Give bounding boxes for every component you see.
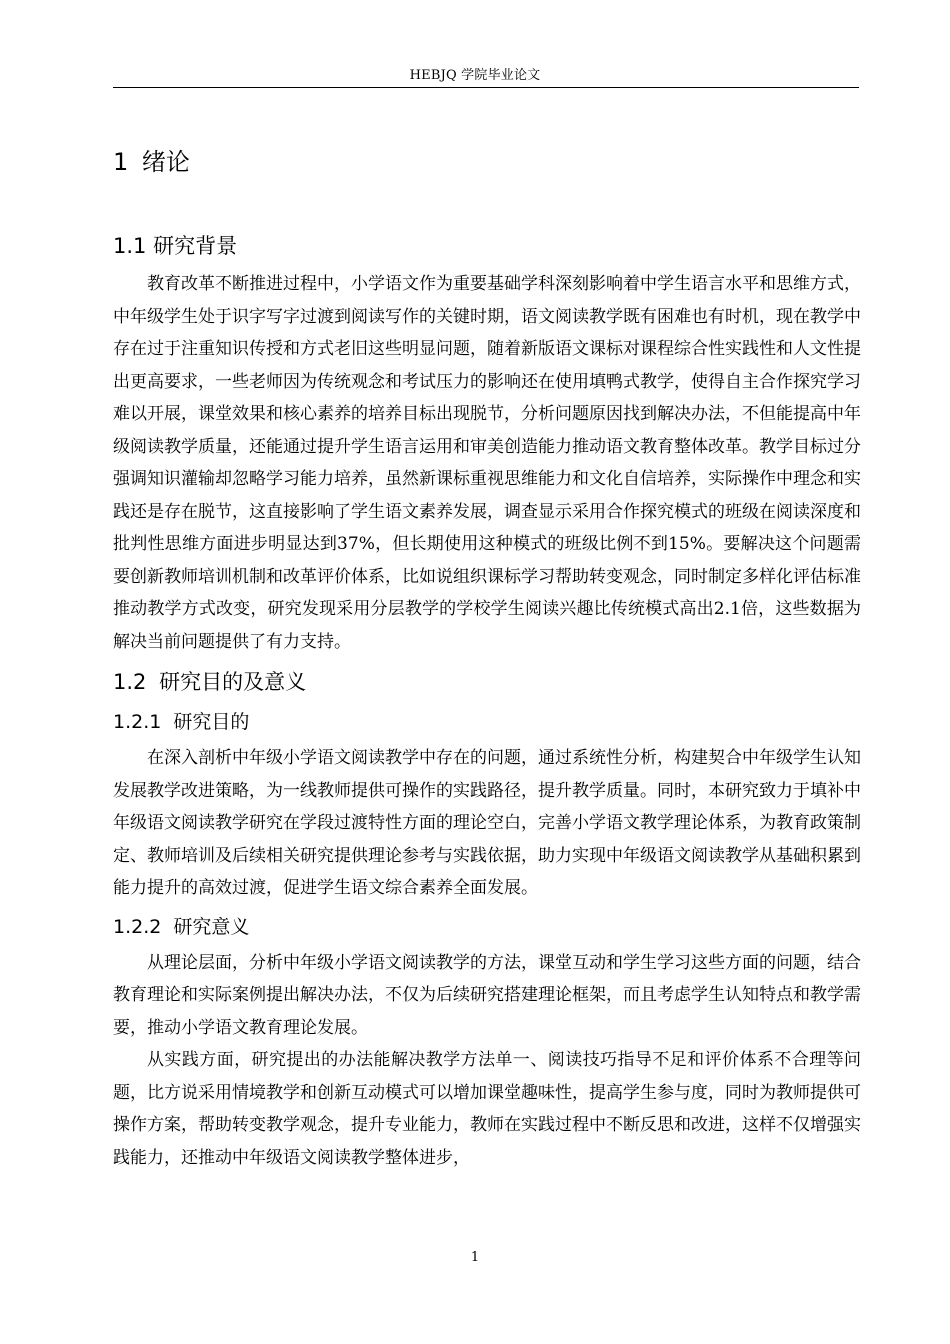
subsection-heading-1-2-1 (113, 704, 861, 740)
header-divider (113, 87, 859, 88)
chapter-number: 1 (113, 148, 129, 176)
section-title: 研究目的及意义 (159, 670, 307, 694)
section-title: 研究背景 (153, 234, 238, 258)
page-content (113, 140, 861, 1174)
chapter-heading (113, 140, 861, 184)
paragraph-significance-theory: 从理论层面，分析中年级小学语文阅读教学的方法，课堂互动和学生学习这些方面的问题，结合教育理论和实际案例提出解决办法，不仅为后续研究搭建理论框架，而且考虑学生认知特点和教学需要，推动小学语文教育理论发展。 (113, 952, 861, 1038)
running-header: HEBJQ 学院毕业论文 (409, 68, 541, 83)
subsection-title: 研究意义 (173, 915, 250, 938)
subsection-number: 1.2.1 (113, 711, 162, 733)
subsection-number: 1.2.2 (113, 915, 162, 938)
subsection-heading-1-2-2 (113, 909, 861, 945)
paragraph-purpose: 在深入剖析中年级小学语文阅读教学中存在的问题，通过系统性分析，构建契合中年级学生认知发展教学改进策略，为一线教师提供可操作的实践路径，提升教学质量。同时，本研究致力于填补中年级语文阅读教学研究在学段过渡特性方面的理论空白，完善小学语文教学理论体系，为教育政策制定、教师培训及后续相关研究提供理论参考与实践依据，助力实现中年级语文阅读教学从基础积累到能力提升的高效过渡，促进学生语文综合素养全面发展。 (113, 748, 861, 898)
section-heading-1-1 (113, 228, 861, 264)
paragraph-significance-practice: 从实践方面，研究提出的办法能解决教学方法单一、阅读技巧指导不足和评价体系不合理等问题，比方说采用情境教学和创新互动模式可以增加课堂趣味性，提高学生参与度，同时为教师提供可操作方案，帮助转变教学观念，提升专业能力，教师在实践过程中不断反思和改进，这样不仅增强实践能力，还推动中年级语文阅读教学整体进步， (113, 1050, 861, 1168)
subsection-title: 研究目的 (173, 711, 250, 733)
section-heading-1-2 (113, 664, 861, 700)
section-number: 1.2 (113, 670, 147, 694)
page-number: 1 (470, 1250, 480, 1265)
chapter-title: 绪论 (141, 148, 190, 176)
paragraph-background: 教育改革不断推进过程中，小学语文作为重要基础学科深刻影响着中学生语言水平和思维方式，中年级学生处于识字写字过渡到阅读写作的关键时期，语文阅读教学既有困难也有时机，现在教学中存在过于注重知识传授和方式老旧这些明显问题，随着新版语文课标对课程综合性实践性和人文性提出更高要求，一些老师因为传统观念和考试压力的影响还在使用填鸭式教学，使得自主合作探究学习难以开展，课堂效果和核心素养的培养目标出现脱节，分析问题原因找到解决办法，不但能提高中年级阅读教学质量，还能通过提升学生语言运用和审美创造能力推动语文教育整体改革。教学目标过分强调知识灌输却忽略学习能力培养，虽然新课标重视思维能力和文化自信培养，实际操作中理念和实践还是存在脱节，这直接影响了学生语文素养发展，调查显示采用合作探究模式的班级在阅读深度和批判性思维方面进步明显达到37%，但长期使用这种模式的班级比例不到15%。要解决这个问题需要创新教师培训机制和改革评价体系，比如说组织课标学习帮助转变观念，同时制定多样化评估标准推动教学方式改变，研究发现采用分层教学的学校学生阅读兴趣比传统模式高出2.1倍，这些数据为解决当前问题提供了有力支持。 (113, 274, 861, 652)
section-number: 1.1 (113, 234, 147, 258)
